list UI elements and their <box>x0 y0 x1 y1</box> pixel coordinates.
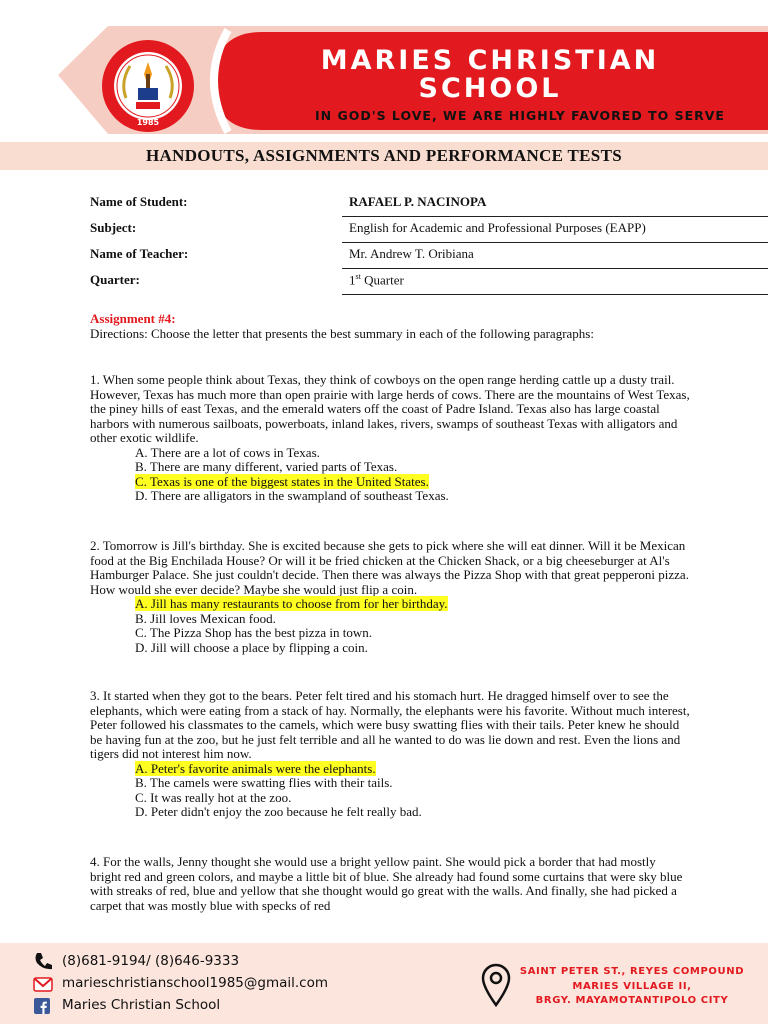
facebook-page: Maries Christian School <box>62 997 221 1013</box>
phone-icon <box>33 951 53 971</box>
address-line-2: MARIES VILLAGE II, <box>572 980 692 992</box>
option-d: D. There are alligators in the swampland of southeast Texas. <box>135 488 449 503</box>
option-c: C. It was really hot at the zoo. <box>135 789 292 805</box>
question-text: 3. It started when they got to the bears. Peter felt tired and his stomach hurt. He dragged himself over to see the elephants, which were eating from a stack of hay. Normally, the elephants were his favorite. Without much interest, Peter followed his classmates to the camels, which were busy swatting flies with their tails. Peter knew he should be having fun at the zoo, but he just felt terrible and all he wanted to do was lie down and rest. Even the lions and tigers did not interest him now. <box>90 688 690 761</box>
address-line-1: SAINT PETER ST., REYES COMPOUND <box>519 966 745 977</box>
question-text: 4. For the walls, Jenny thought she would use a bright yellow paint. She would pick a border that had mostly bright red and green colors, and maybe a little bit of blue. She already had found some curtains that were sky blue with streaks of red, blue and yellow that she thought would go great with the walls. And finally, she had picked a carpet that was mostly blue with specks of red <box>90 854 683 913</box>
school-name-line1: MARIES CHRISTIAN <box>320 45 660 76</box>
student-label: Name of Student: <box>90 194 188 209</box>
school-tagline: IN GOD'S LOVE, WE ARE HIGHLY FAVORED TO SERVE <box>315 108 725 123</box>
gmail-icon <box>33 976 53 992</box>
question-4 <box>90 855 690 913</box>
quarter-row <box>90 269 768 295</box>
student-value: RAFAEL P. NACINOPA <box>349 194 487 209</box>
subject-row <box>90 217 768 243</box>
quarter-suffix: st <box>355 272 361 281</box>
question-3 <box>90 689 690 820</box>
option-b: B. The camels were swatting flies with their tails. <box>135 775 393 790</box>
divider <box>342 294 768 295</box>
teacher-row <box>90 243 768 269</box>
quarter-word: Quarter <box>360 272 404 288</box>
option-c: C. The Pizza Shop has the best pizza in town. <box>135 625 372 640</box>
logo-year: 1985 <box>136 118 160 127</box>
quarter-value <box>349 272 404 288</box>
subject-value: English for Academic and Professional Purposes (EAPP) <box>349 220 646 235</box>
option-a-highlighted: A. Peter's favorite animals were the elephants. <box>135 760 376 776</box>
option-b: B. Jill loves Mexican food. <box>135 610 276 626</box>
quarter-label: Quarter: <box>90 272 140 287</box>
page-title: HANDOUTS, ASSIGNMENTS AND PERFORMANCE TESTS <box>146 146 622 165</box>
assignment-section <box>90 312 690 341</box>
email-address: marieschristianschool1985@gmail.com <box>62 975 329 991</box>
subject-label: Subject: <box>90 220 137 235</box>
quarter-number: 1 <box>349 272 356 288</box>
location-pin-icon <box>480 963 512 1007</box>
option-d: D. Peter didn't enjoy the zoo because he felt really bad. <box>135 804 422 819</box>
phone-number: (8)681-9194/ (8)646-9333 <box>62 953 240 969</box>
school-address <box>512 965 752 1009</box>
option-c-highlighted: C. Texas is one of the biggest states in the United States. <box>135 473 429 489</box>
facebook-icon <box>34 998 50 1014</box>
teacher-label: Name of Teacher: <box>90 246 189 261</box>
address-line-3: BRGY. MAYAMOTANTIPOLO CITY <box>535 995 729 1006</box>
question-2 <box>90 539 690 655</box>
question-text: 1. When some people think about Texas, they think of cowboys on the open range herding cattle up a dusty trail. However, Texas has much more than open prairie with large herds of cows. There are the mountains of West Texas, the piney hills of east Texas, and the emerald waters off the coast of Padre Island. Texas also has large coastal harbors with numerous sailboats, powerboats, inland lakes, rivers, swamps of southeast Texas with alligators and other exotic wildlife. <box>90 372 690 445</box>
assignment-title: Assignment #4: <box>90 311 176 326</box>
school-header <box>0 0 768 140</box>
directions: Directions: Choose the letter that presents the best summary in each of the following paragraphs: <box>90 325 594 341</box>
question-1 <box>90 373 690 504</box>
option-b: B. There are many different, varied parts of Texas. <box>135 459 398 474</box>
option-d: D. Jill will choose a place by flipping a coin. <box>135 639 368 655</box>
school-name-line2: SCHOOL <box>418 73 562 104</box>
option-a: A. There are a lot of cows in Texas. <box>135 444 320 460</box>
teacher-value: Mr. Andrew T. Oribiana <box>349 246 474 261</box>
school-footer <box>0 943 768 1024</box>
question-text: 2. Tomorrow is Jill's birthday. She is excited because she gets to pick where she will eat dinner. Will it be Mexican food at the Big Enchilada House? Or will it be fried chicken at the Chicken Shack, or a big cheeseburger at Al's Hamburger Palace. She just couldn't decide. Then there was always the Pizza Shop with that great pepperoni pizza. How would she ever decide? Maybe she would just flip a coin. <box>90 538 689 597</box>
option-a-highlighted: A. Jill has many restaurants to choose from for her birthday. <box>135 596 448 611</box>
student-row <box>90 191 768 217</box>
